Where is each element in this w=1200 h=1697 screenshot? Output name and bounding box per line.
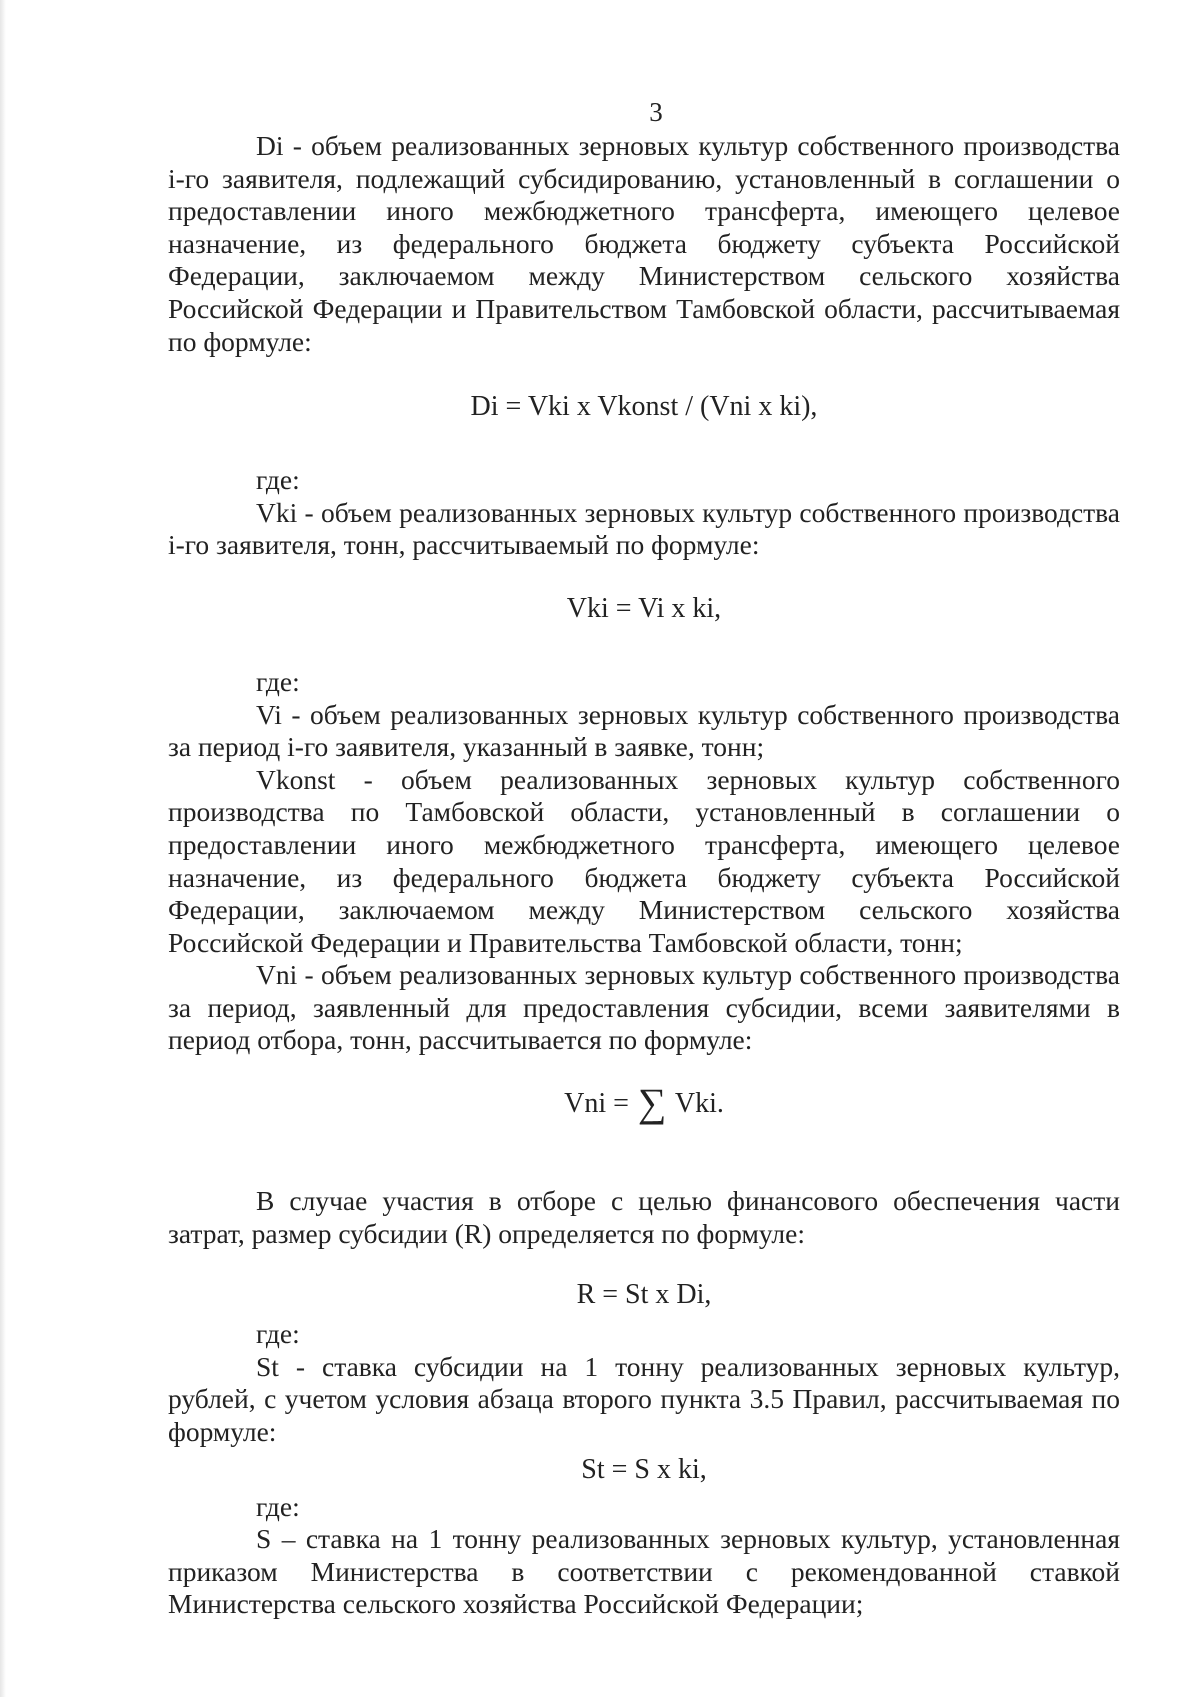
formula-r: R = St x Di, xyxy=(576,1279,712,1311)
formula-st: St = S x ki, xyxy=(581,1453,707,1485)
summation-symbol: ∑ xyxy=(637,1080,667,1126)
document-body xyxy=(168,130,1120,1621)
paragraph-st-definition: St - ставка субсидии на 1 тонну реализованных зерновых культур, рублей, с учетом условия абзаца второго пункта 3.5 Правил, рассчитываемая по формуле: xyxy=(168,1350,1120,1448)
where-label: где: xyxy=(256,464,300,496)
formula-vni-left: Vni = xyxy=(564,1088,629,1120)
page-number: 3 xyxy=(649,97,663,127)
formula-vni xyxy=(168,1080,1120,1126)
paragraph-vni-definition: Vni - объем реализованных зерновых культур собственного производства за период, заявленный для предоставления субсидии, всеми заявителями в период отбора, тонн, рассчитывается по формуле: xyxy=(168,959,1120,1056)
paragraph-subsidy-size: В случае участия в отборе с целью финансового обеспечения части затрат, размер субсидии (R) определяется по формуле: xyxy=(168,1185,1120,1249)
formula-vki: Vki = Vi x ki, xyxy=(566,592,722,624)
paragraph-vi-definition: Vi - объем реализованных зерновых культур собственного производства за период i-го заявителя, указанный в заявке, тонн; xyxy=(168,698,1120,763)
formula-vni-right: Vki. xyxy=(674,1088,724,1120)
formula-di: Di = Vki x Vkonst / (Vni x ki), xyxy=(470,391,818,423)
scan-edge xyxy=(0,0,6,1697)
paragraph-di-definition: Di - объем реализованных зерновых культур собственного производства i-го заявителя, подлежащий субсидированию, установленный в соглашении о предоставлении иного межбюджетного трансферта, имеющего целевое назначение, из федерального бюджета бюджету субъекта Российской Федерации, заключаемом между Министерством сельского хозяйства Российской Федерации и Правительством Тамбовской области, рассчитываемая по формуле: xyxy=(168,130,1120,357)
paragraph-s-definition: S – ставка на 1 тонну реализованных зерновых культур, установленная приказом Министерства в соответствии с рекомендованной ставкой Министерства сельского хозяйства Российской Федерации; xyxy=(168,1523,1120,1620)
where-label: где: xyxy=(256,665,300,697)
where-label: где: xyxy=(256,1318,300,1350)
where-label: где: xyxy=(256,1490,300,1522)
paragraph-vki-definition: Vki - объем реализованных зерновых культур собственного производства i-го заявителя, тонн, рассчитываемый по формуле: xyxy=(168,496,1120,561)
paragraph-vkonst-definition: Vkonst - объем реализованных зерновых культур собственного производства по Тамбовской области, установленный в соглашении о предоставлении иного межбюджетного трансферта, имеющего целевое назначение, из федерального бюджета бюджету субъекта Российской Федерации, заключаемом между Министерством сельского хозяйства Российской Федерации и Правительства Тамбовской области, тонн; xyxy=(168,763,1120,958)
